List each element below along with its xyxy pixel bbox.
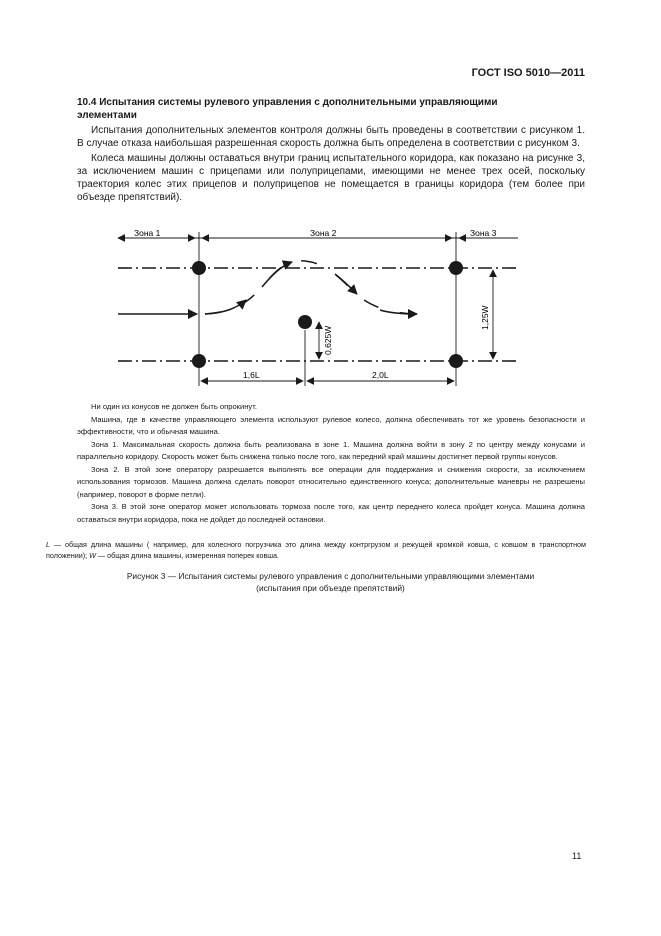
note-3: Зона 1. Максимальная скорость должна быть реализована в зоне 1. Машина должна войти в зону 2 по центру между конусами и параллельно коридору. Скорость может быть снижена только после того, как передний край машины достигнет первой группы конусов. <box>77 439 585 461</box>
dim-len2-label: 2,0L <box>372 370 389 380</box>
caption-line2: (испытания при объезде препятствий) <box>256 583 405 593</box>
document-header: ГОСТ ISO 5010—2011 <box>471 67 585 79</box>
dim-offset-label: 0,625W <box>323 325 333 355</box>
legend-text-L: — общая длина машины ( например, для колесного погрузчика это длина между контргрузом и режущей кромкой ковша, с ковшом в транспортном положении); <box>46 540 586 560</box>
figure-caption <box>60 570 601 594</box>
note-4: Зона 2. В этой зоне оператору разрешается выполнять все операции для поддержания и снижения скорости, за исключением использования тормозов. Машина должна сделать поворот относительно единственного конуса; дополнительные маневры не разрешены (например, поворот в форме петли). <box>77 464 585 499</box>
note-1: Ни один из конусов не должен быть опрокинут. <box>91 402 257 411</box>
cone-marker <box>192 261 206 275</box>
zone-2-label: Зона 2 <box>310 228 337 238</box>
dim-width-label: 1,25W <box>480 305 490 330</box>
note-2: Машина, где в качестве управляющего элемента используют рулевое колесо, должна обеспечивать тот же уровень безопасности и эффективности, что и обычная машина. <box>77 414 585 436</box>
cone-marker <box>192 354 206 368</box>
legend-symbol-L: L <box>46 540 50 549</box>
cone-marker <box>449 261 463 275</box>
legend-symbol-W: W <box>89 551 96 560</box>
note-5: Зона 3. В этой зоне оператор может использовать тормоза после того, как центр переднего колеса пройдет конуса. Машина должна оставаться внутри коридора, пока не дойдет до последней остановки. <box>77 502 585 524</box>
dim-len1-label: 1,6L <box>243 370 260 380</box>
cone-marker <box>298 315 312 329</box>
section-title-line1: 10.4 Испытания системы рулевого управления с дополнительными управляющими <box>77 97 498 108</box>
paragraph-2: Колеса машины должны оставаться внутри границ испытательного коридора, как показано на рисунке 3, за исключением машин с прицепами или полуприцепами, имеющими не менее трех осей, поскольку траектория колес этих прицепов и полуприцепов не помещается в границы коридора (тем более при объезде препятствий). <box>77 153 585 203</box>
page-number: 11 <box>572 851 582 861</box>
figure-notes <box>77 401 585 526</box>
legend-text-W: — общая длина машины, измеренная поперек ковша. <box>95 551 280 560</box>
section-title-line2: элементами <box>77 110 137 121</box>
zone-3-label: Зона 3 <box>470 228 497 238</box>
cone-marker <box>449 354 463 368</box>
figure-legend <box>46 539 586 561</box>
paragraph-1: Испытания дополнительных элементов контроля должны быть проведены в соответствии с рисунком 1. В случае отказа наибольшая разрешенная скорость должна быть определена в соответствии с рисунком 3. <box>77 125 585 149</box>
steering-test-diagram <box>0 0 661 400</box>
zone-1-label: Зона 1 <box>134 228 161 238</box>
caption-line1: Рисунок 3 — Испытания системы рулевого управления с дополнительными управляющими элементами <box>126 571 535 581</box>
